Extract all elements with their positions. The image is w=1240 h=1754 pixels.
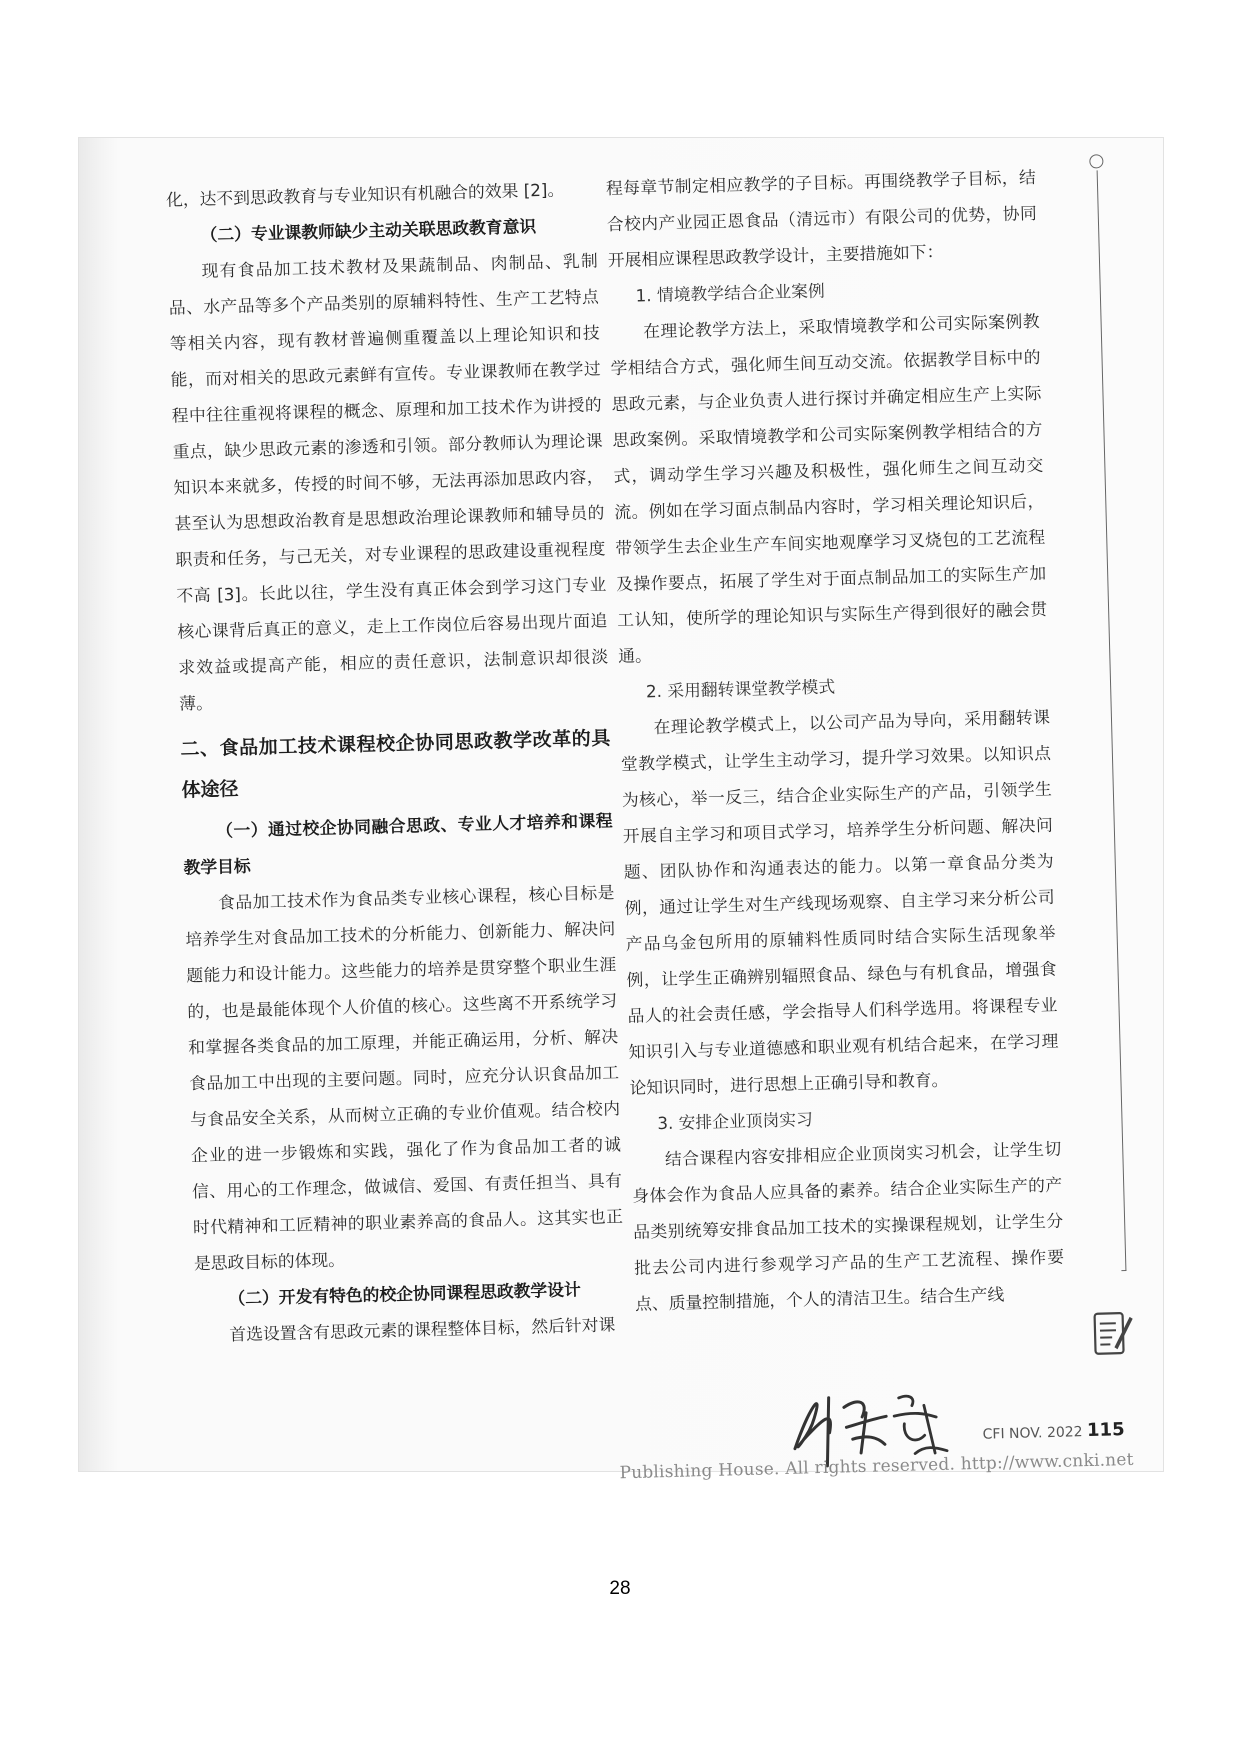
page-number: 28: [609, 1578, 631, 1599]
paragraph: 化，达不到思政教育与专业知识有机融合的效果 [2]。: [165, 179, 565, 210]
paragraph: 食品加工技术作为食品类专业核心课程，核心目标是培养学生对食品加工技术的分析能力、创新能力、解决问题能力和设计能力。这些能力的培养是贯穿整个职业生涯的，也是最能体现个人价值的核心。这些离不开系统学习和掌握各类食品的加工原理，并能正确运用，分析、解决食品加工中出现的主要问题。同时，应充分认识食品加工与食品安全关系，从而树立正确的专业价值观。结合校内企业的进一步锻炼和实践，强化了作为食品加工者的诚信、用心的工作理念，做诚信、爱国、有责任担当、具有时代精神和工匠精神的职业素养高的食品人。这其实也正是思政目标的体现。: [185, 882, 624, 1274]
note-edit-icon: [1091, 1307, 1134, 1360]
margin-bracket-line: [1093, 170, 1127, 1271]
paragraph: 在理论教学方法上，采取情境教学和公司实际案例教学相结合方式，强化师生间互动交流。依据教学目标中的思政元素，与企业负责人进行探讨并确定相应生产上实际思政案例。采取情境教学和公司实际案例教学相结合的方式，调动学生学习兴趣及积极性，强化师生之间互动交流。例如在学习面点制品内容时，学习相关理论知识后，带领学生去企业生产车间实地观摩学习叉烧包的工艺流程及操作要点，拓展了学生对于面点制品加工的实际生产加工认知，使所学的理论知识与实际生产得到很好的融会贯通。: [610, 310, 1048, 667]
section-heading: 二、食品加工技术课程校企协同思政教学改革的具体途径: [180, 727, 611, 802]
section-heading: （二）开发有特色的校企协同课程思政教学设计: [228, 1279, 582, 1309]
section-heading: 1. 情境教学结合企业案例: [635, 280, 825, 306]
journal-page-number: 115: [1086, 1419, 1125, 1442]
section-heading: （二）专业课教师缺少主动关联思政教育意识: [200, 216, 537, 245]
left-column: [166, 170, 627, 1353]
paragraph: 首选设置含有思政元素的课程整体目标，然后针对课: [229, 1314, 616, 1345]
section-heading: （一）通过校企协同融合思政、专业人才培养和课程教学目标: [183, 810, 613, 878]
paragraph: 现有食品加工技术教材及果蔬制品、肉制品、乳制品、水产品等多个产品类别的原辅料特性、生产工艺特点等相关内容，现有教材普遍侧重覆盖以上理论知识和技能，而对相关的思政元素鲜有宣传。专业课教师在教学过程中往往重视将课程的概念、原理和加工技术作为讲授的重点，缺少思政元素的渗透和引领。部分教师认为理论课知识本来就多，传授的时间不够，无法再添加思政内容，甚至认为思想政治教育是思想政治理论课教师和辅导员的职责和任务，与己无关，对专业课程的思政建设重视程度不高 [3]。长此以往，学生没有真正体会到学习这门专业核心课背后真正的意义，走上工作岗位后容易出现片面追求效益或提高产能，相应的责任意识，法制意识却很淡薄。: [168, 250, 609, 714]
paragraph: 结合课程内容安排相应企业顶岗实习机会，让学生切身体会作为食品人应具备的素养。结合企业实际生产的产品类别统筹安排食品加工技术的实操课程规划，让学生分批去公司内进行参观学习产品的生产工艺流程、操作要点、质量控制措施，个人的清洁卫生。结合生产线: [632, 1138, 1065, 1314]
section-heading: 2. 采用翻转课堂教学模式: [645, 676, 836, 702]
journal-footer: [982, 1419, 1125, 1444]
cnki-watermark: Publishing House. All rights reserved. http://www.cnki.net: [619, 1449, 1134, 1484]
right-column: [605, 159, 1065, 1322]
section-heading: 3. 安排企业顶岗实习: [657, 1109, 814, 1134]
article-page: [85, 132, 1159, 1484]
scanned-page: [78, 137, 1164, 1484]
journal-issue: CFI NOV. 2022: [982, 1424, 1083, 1443]
paragraph: 在理论教学模式上，以公司产品为导向，采用翻转课堂教学模式，让学生主动学习，提升学习效果。以知识点为核心，举一反三，结合企业实际生产的产品，引领学生开展自主学习和项目式学习，培养学生分析问题、解决问题、团队协作和沟通表达的能力。以第一章食品分类为例，通过让学生对生产线现场观察、自主学习来分析公司产品乌金包所用的原辅料性质同时结合实际生活现象举例，让学生正确辨别辐照食品、绿色与有机食品，增强食品人的社会责任感，学会指导人们科学选用。将课程专业知识引入与专业道德感和职业观有机结合起来，在学习理论知识同时，进行思想上正确引导和教育。: [620, 706, 1059, 1098]
margin-bracket-circle: [1089, 154, 1103, 168]
paragraph: 程每章节制定相应教学的子目标。再围绕教学子目标，结合校内产业园正恩食品（清远市）有限公司的优势，协同开展相应课程思政教学设计，主要措施如下：: [605, 166, 1037, 271]
